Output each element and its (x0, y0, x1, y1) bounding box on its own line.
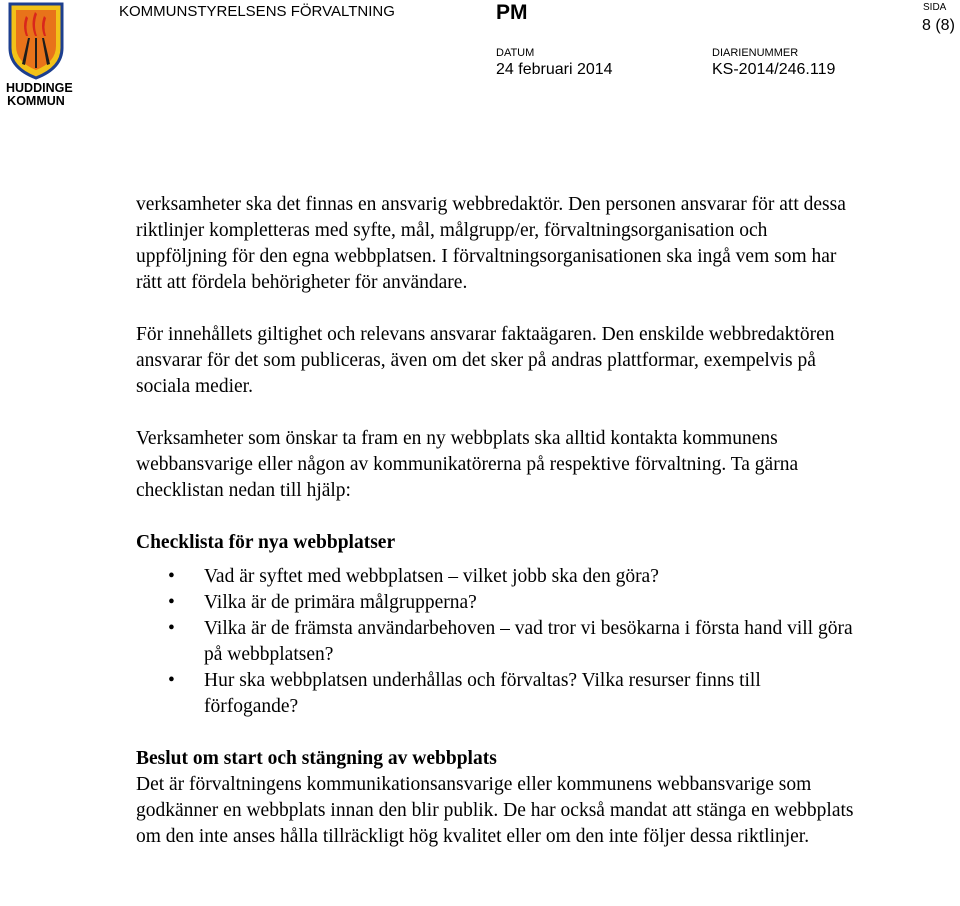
paragraph-content-responsibility: För innehållets giltighet och relevans ansvarar faktaägaren. Den enskilde webbredaktören ansvarar för det som publiceras, även om det sker på andras plattformar, exempelvis på sociala medier. (136, 324, 835, 397)
document-body (136, 192, 856, 850)
registration-number-label: DIARIENUMMER (712, 47, 799, 59)
checklist-item: • Vilka är de främsta användarbehoven – vad tror vi besökarna i första hand vill göra på webbplatsen? (136, 616, 856, 668)
decision-heading: Beslut om start och stängning av webbplats (136, 748, 497, 769)
paragraph-new-website: Verksamheter som önskar ta fram en ny webbplats ska alltid kontakta kommunens webbansvarige eller någon av kommunikatörerna på respektive förvaltning. Ta gärna checklistan nedan till hjälp: (136, 428, 799, 501)
checklist-heading: Checklista för nya webbplatser (136, 532, 396, 553)
huddinge-logo (6, 2, 73, 108)
page-label: SIDA (923, 2, 947, 13)
checklist-item: • Hur ska webbplatsen underhållas och förvaltas? Vilka resurser finns till förfogande? (136, 668, 856, 720)
registration-number-value: KS-2014/246.119 (712, 61, 836, 78)
checklist-item: • Vad är syftet med webbplatsen – vilket jobb ska den göra? (136, 564, 856, 590)
logo-wordmark: HUDDINGE KOMMUN (6, 81, 73, 108)
document-type: PM (496, 1, 528, 24)
paragraph-decision: Det är förvaltningens kommunikationsansvarige eller kommunens webbansvarige som godkänner en webbplats innan den blir publik. De har också mandat att stänga en webbplats om den inte anses hålla tillräckligt hög kvalitet eller om den inte följer dessa riktlinjer. (136, 774, 854, 847)
organization-name: KOMMUNSTYRELSENS FÖRVALTNING (119, 3, 395, 20)
paragraph-web-editor: verksamheter ska det finnas en ansvarig webbredaktör. Den personen ansvarar för att dessa riktlinjer kompletteras med syfte, mål, målgrupp/er, förvaltningsorganisation och uppföljning för den egna webbplatsen. I förvaltningsorganisationen ska ingå vem som har rätt att fördela behörigheter för användare. (136, 194, 846, 293)
checklist (136, 564, 856, 720)
date-value: 24 februari 2014 (496, 61, 613, 78)
coat-of-arms-icon (6, 2, 66, 80)
checklist-item: • Vilka är de primära målgrupperna? (136, 590, 856, 616)
page-number: 8 (8) (922, 17, 955, 34)
date-label: DATUM (496, 47, 535, 59)
